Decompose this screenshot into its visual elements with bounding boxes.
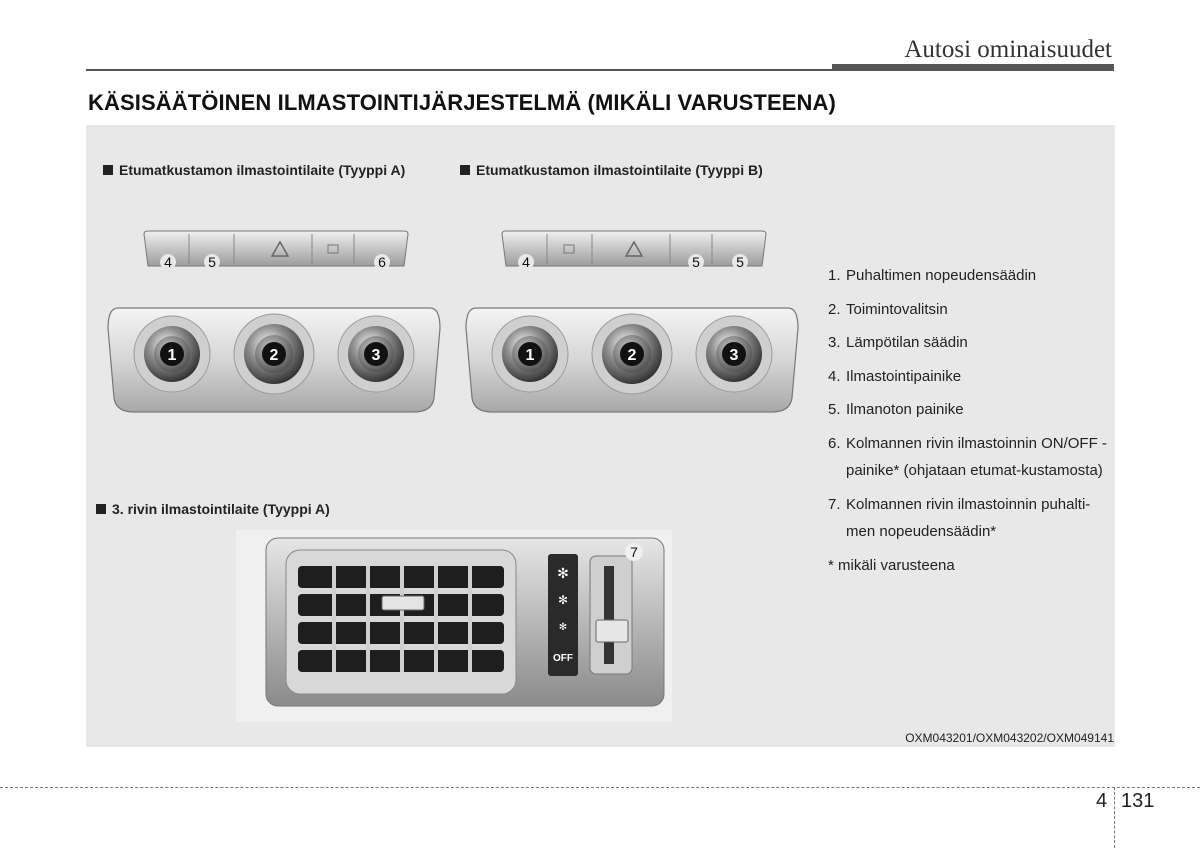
svg-text:1: 1: [167, 347, 177, 364]
legend-list: [828, 262, 1110, 579]
footer-rule: [0, 787, 1200, 788]
footer-divider: [1114, 787, 1115, 848]
header-rule-accent: [832, 64, 1114, 71]
svg-text:5: 5: [208, 254, 216, 270]
svg-text:4: 4: [164, 254, 172, 270]
svg-text:2: 2: [627, 347, 637, 364]
knob-temperature: [338, 316, 414, 392]
svg-text:5: 5: [736, 254, 744, 270]
svg-text:3: 3: [371, 347, 381, 364]
svg-text:OFF: OFF: [553, 653, 573, 664]
callout-4: [160, 254, 176, 270]
page-title: KÄSISÄÄTÖINEN ILMASTOINTIJÄRJESTELMÄ (MIKÄLI VARUSTEENA): [88, 90, 836, 115]
legend-item: 5. Ilmanoton painike: [828, 401, 964, 418]
callout-4: [518, 254, 534, 270]
svg-text:2: 2: [269, 347, 279, 364]
legend-item: 2. Toimintovalitsin: [828, 300, 948, 318]
callout-5: [688, 254, 704, 270]
page-number: 131: [1121, 790, 1155, 812]
knob-mode-selector: [234, 314, 314, 394]
knob-temperature: [696, 316, 772, 392]
legend-item: 3. Lämpötilan säädin: [828, 334, 968, 351]
header-rule: [86, 69, 834, 71]
legend-item: 6. Kolmannen rivin ilmastoinnin ON/OFF -painike* (ohjataan etumat-kustamosta): [828, 434, 1107, 479]
legend-item: 7. Kolmannen rivin ilmastoinnin puhalti-men nopeudensäädin*: [828, 495, 1091, 540]
third-row-vent: [236, 530, 672, 722]
caption-third-row: 3. rivin ilmastointilaite (Tyyppi A): [96, 501, 330, 517]
caption-type-a: Etumatkustamon ilmastointilaite (Tyyppi A): [103, 162, 405, 178]
svg-text:3: 3: [729, 347, 739, 364]
image-code: OXM043201/OXM043202/OXM049141: [905, 731, 1114, 745]
callout-7: [625, 543, 643, 561]
caption-type-b: Etumatkustamon ilmastointilaite (Tyyppi B): [460, 162, 763, 178]
legend-note: * mikäli varusteena: [828, 556, 955, 574]
callout-6: [374, 254, 390, 270]
knob-fan-speed: [492, 316, 568, 392]
callout-5: [204, 254, 220, 270]
fan-medium-icon: ✻: [557, 593, 569, 607]
knob-fan-speed: [134, 316, 210, 392]
knob-mode-selector: [592, 314, 672, 394]
section-title: Autosi ominaisuudet: [904, 36, 1112, 63]
fan-speed-scale: [548, 554, 578, 676]
fan-high-icon: ✻: [557, 566, 569, 582]
svg-text:7: 7: [630, 544, 638, 560]
callout-5b: [732, 254, 748, 270]
control-panel-type-a: [104, 228, 444, 418]
legend-item: 4. Ilmastointipainike: [828, 367, 962, 385]
svg-text:1: 1: [525, 347, 535, 364]
svg-text:5: 5: [692, 254, 700, 270]
fan-low-icon: ✻: [558, 622, 568, 633]
fan-speed-slider: [590, 556, 632, 674]
legend-item: 1. Puhaltimen nopeudensäädin: [828, 267, 1037, 284]
chapter-number: 4: [1096, 790, 1108, 812]
svg-text:6: 6: [378, 254, 386, 270]
control-panel-type-b: [462, 228, 802, 418]
svg-text:4: 4: [522, 254, 530, 270]
